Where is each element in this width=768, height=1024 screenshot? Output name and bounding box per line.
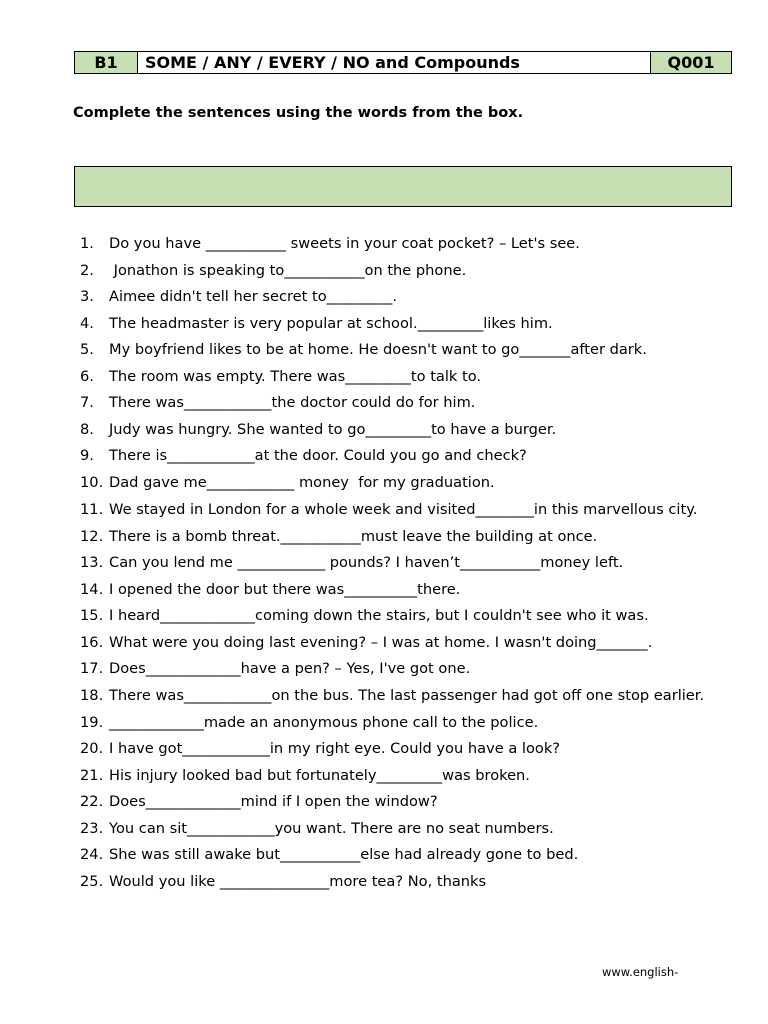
sentence-item (80, 235, 730, 253)
sentence-number: 9. (80, 447, 94, 464)
sentence-text: Can you lend me ____________ pounds? I haven’t___________money left. (109, 554, 624, 571)
sentence-text: _____________made an anonymous phone call to the police. (109, 714, 539, 731)
footer-url: www.english- (602, 965, 679, 979)
sentence-item (80, 262, 730, 280)
sentence-number: 14. (80, 581, 104, 598)
sentence-text: She was still awake but___________else had already gone to bed. (109, 846, 579, 863)
sentence-text: There is a bomb threat.___________must leave the building at once. (109, 528, 598, 545)
sentence-number: 15. (80, 607, 104, 624)
sentence-text: There is____________at the door. Could you go and check? (109, 447, 527, 464)
sentence-text: The headmaster is very popular at school._________likes him. (109, 315, 553, 332)
sentence-item (80, 368, 730, 386)
sentence-text: Dad gave me____________ money for my graduation. (109, 474, 495, 491)
sentence-item (80, 581, 730, 599)
sentence-text: I have got____________in my right eye. Could you have a look? (109, 740, 561, 757)
sentence-text: His injury looked bad but fortunately_________was broken. (109, 767, 530, 784)
sentence-item (80, 421, 730, 439)
sentence-number: 6. (80, 368, 94, 385)
sentence-number: 8. (80, 421, 94, 438)
sentence-number: 7. (80, 394, 94, 411)
sentence-number: 13. (80, 554, 104, 571)
sentence-item (80, 846, 730, 864)
sentence-number: 20. (80, 740, 104, 757)
sentence-text: You can sit____________you want. There are no seat numbers. (109, 820, 554, 837)
sentence-number: 17. (80, 660, 104, 677)
sentence-item (80, 767, 730, 785)
sentence-item (80, 341, 730, 359)
sentence-number: 10. (80, 474, 104, 491)
sentence-item (80, 714, 730, 732)
sentence-number: 25. (80, 873, 104, 890)
sentence-list (80, 235, 730, 891)
sentence-number: 19. (80, 714, 104, 731)
worksheet-header (74, 51, 732, 74)
sentence-number: 12. (80, 528, 104, 545)
level-badge: B1 (75, 52, 138, 73)
sentence-text: There was____________the doctor could do for him. (109, 394, 476, 411)
sentence-item (80, 607, 730, 625)
worksheet-code: Q001 (651, 52, 731, 73)
sentence-item (80, 315, 730, 333)
sentence-item (80, 288, 730, 306)
sentence-item (80, 660, 730, 678)
sentence-text: Would you like _______________more tea? No, thanks (109, 873, 487, 890)
sentence-item (80, 447, 730, 465)
sentence-text: We stayed in London for a whole week and visited________in this marvellous city. (109, 501, 698, 518)
sentence-item (80, 554, 730, 572)
sentence-item (80, 873, 730, 891)
sentence-item (80, 634, 730, 652)
sentence-item (80, 394, 730, 412)
sentence-text: I opened the door but there was__________there. (109, 581, 461, 598)
sentence-number: 3. (80, 288, 94, 305)
sentence-text: What were you doing last evening? – I was at home. I wasn't doing_______. (109, 634, 653, 651)
instructions: Complete the sentences using the words from the box. (73, 105, 524, 121)
sentence-number: 23. (80, 820, 104, 837)
sentence-number: 11. (80, 501, 104, 518)
sentence-text: There was____________on the bus. The last passenger had got off one stop earlier. (109, 687, 705, 704)
sentence-number: 1. (80, 235, 94, 252)
sentence-number: 4. (80, 315, 94, 332)
sentence-text: Do you have ___________ sweets in your coat pocket? – Let's see. (109, 235, 580, 252)
sentence-text: My boyfriend likes to be at home. He doesn't want to go_______after dark. (109, 341, 647, 358)
sentence-item (80, 501, 730, 519)
sentence-item (80, 528, 730, 546)
sentence-text: Aimee didn't tell her secret to_________. (109, 288, 397, 305)
sentence-number: 24. (80, 846, 104, 863)
sentence-number: 2. (80, 262, 94, 279)
sentence-item (80, 474, 730, 492)
word-box (74, 166, 732, 207)
worksheet-title: SOME / ANY / EVERY / NO and Compounds (138, 52, 651, 73)
sentence-text: Does_____________mind if I open the window? (109, 793, 438, 810)
sentence-text: Judy was hungry. She wanted to go_________to have a burger. (109, 421, 557, 438)
sentence-number: 18. (80, 687, 104, 704)
sentence-text: Jonathon is speaking to___________on the phone. (109, 262, 467, 279)
sentence-item (80, 793, 730, 811)
sentence-text: Does_____________have a pen? – Yes, I've got one. (109, 660, 471, 677)
sentence-item (80, 820, 730, 838)
sentence-item (80, 687, 730, 705)
sentence-number: 16. (80, 634, 104, 651)
sentence-text: The room was empty. There was_________to talk to. (109, 368, 482, 385)
sentence-text: I heard_____________coming down the stairs, but I couldn't see who it was. (109, 607, 649, 624)
sentence-item (80, 740, 730, 758)
sentence-number: 21. (80, 767, 104, 784)
sentence-number: 5. (80, 341, 94, 358)
sentence-number: 22. (80, 793, 104, 810)
